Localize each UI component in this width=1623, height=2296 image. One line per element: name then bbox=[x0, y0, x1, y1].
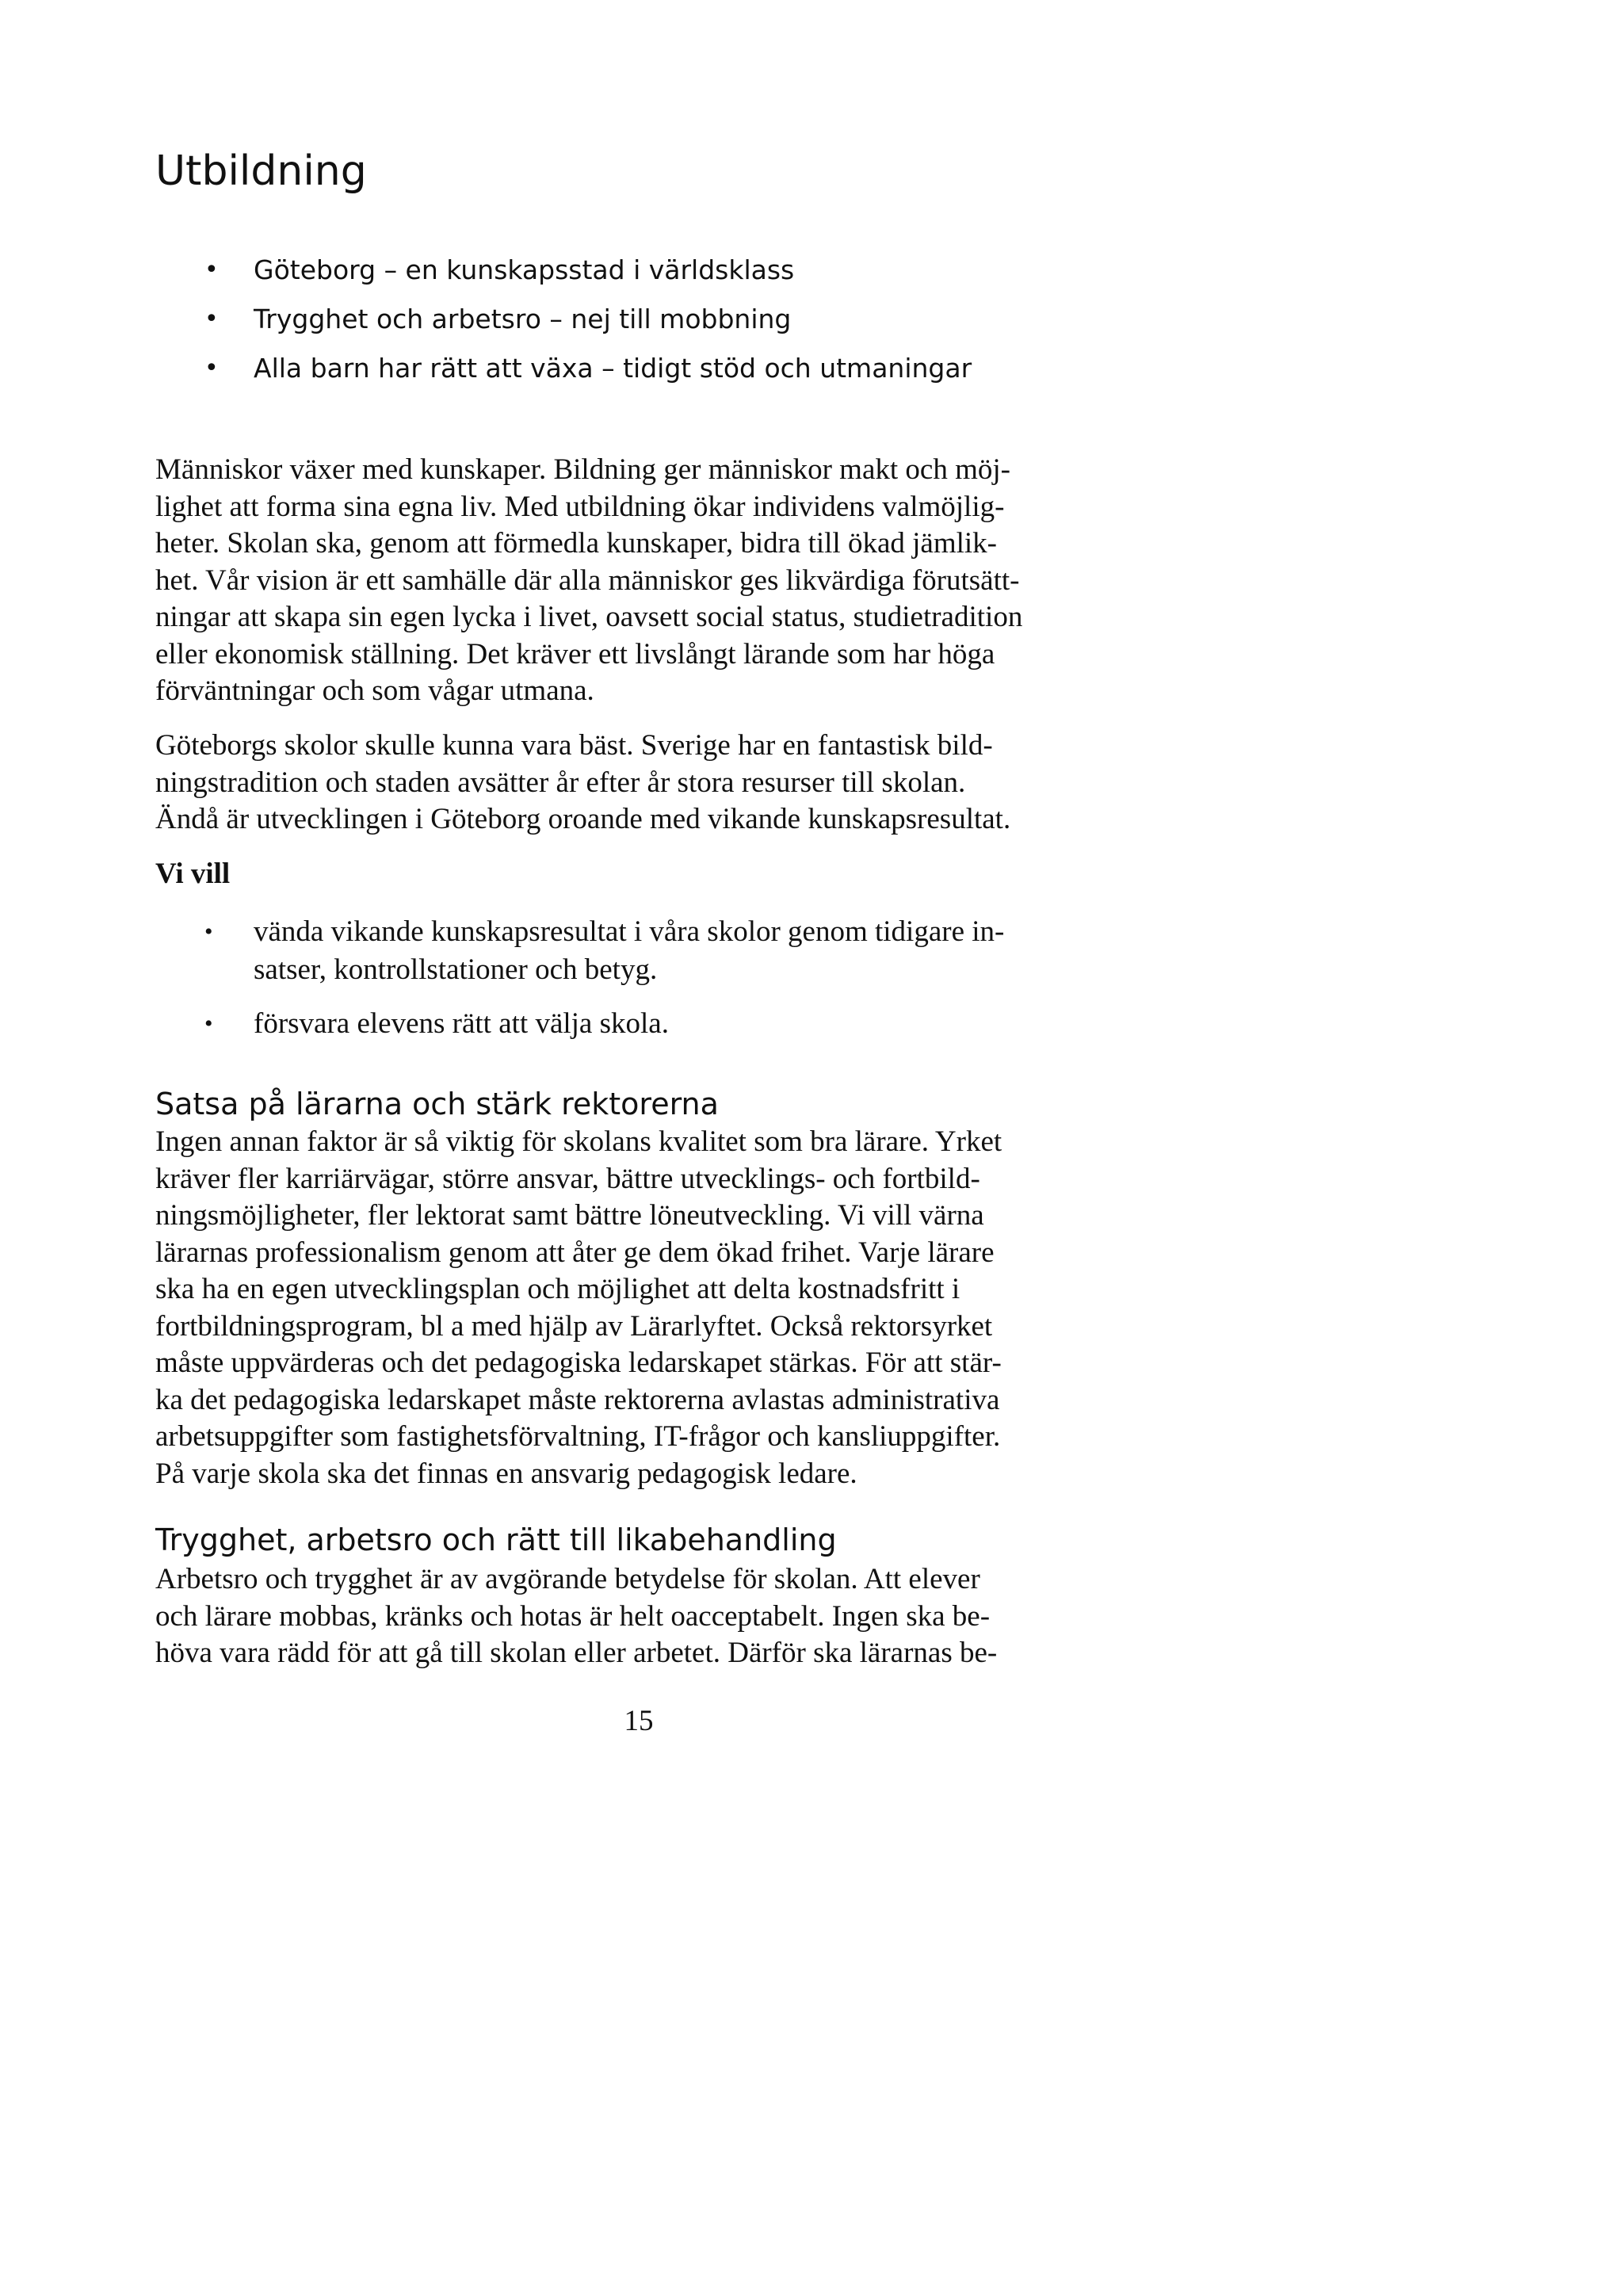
page-title: Utbildning bbox=[155, 147, 367, 195]
intro-paragraph bbox=[155, 452, 1022, 710]
list-item bbox=[204, 246, 972, 295]
bullet-icon: • bbox=[204, 919, 213, 945]
text-line: Människor växer med kunskaper. Bildning ger människor makt och möj- bbox=[155, 453, 1010, 486]
list-item-text: satser, kontrollstationer och betyg. bbox=[254, 953, 658, 986]
text-line: lärarnas professionalism genom att åter ge dem ökad frihet. Varje lärare bbox=[155, 1236, 995, 1269]
schools-paragraph bbox=[155, 728, 1010, 839]
text-line: heter. Skolan ska, genom att förmedla kunskaper, bidra till ökad jämlik- bbox=[155, 527, 997, 560]
text-line: förväntningar och som vågar utmana. bbox=[155, 674, 594, 707]
text-line: ningar att skapa sin egen lycka i livet, oavsett social status, studietradition bbox=[155, 601, 1023, 633]
text-line: ningstradition och staden avsätter år efter år stora resurser till skolan. bbox=[155, 766, 966, 799]
list-item bbox=[204, 1005, 1004, 1043]
text-line: fortbildningsprogram, bl a med hjälp av Lärarlyftet. Också rektorsyrket bbox=[155, 1309, 993, 1343]
we-want-list bbox=[204, 913, 1004, 1043]
highlights-list bbox=[204, 246, 972, 393]
text-line: ska ha en egen utvecklingsplan och möjlighet att delta kostnadsfritt i bbox=[155, 1273, 960, 1305]
list-item-text: Alla barn har rätt att växa – tidigt stöd och utmaningar bbox=[254, 353, 972, 384]
text-line: På varje skola ska det finnas en ansvarig pedagogisk ledare. bbox=[155, 1457, 857, 1490]
text-line: ka det pedagogiska ledarskapet måste rektorerna avlastas administrativa bbox=[155, 1383, 1000, 1416]
text-line: måste uppvärderas och det pedagogiska ledarskapet stärkas. För att stär- bbox=[155, 1347, 1002, 1379]
list-item bbox=[204, 344, 972, 393]
text-line: arbetsuppgifter som fastighetsförvaltning, IT-frågor och kansliuppgifter. bbox=[155, 1420, 1001, 1453]
list-item bbox=[204, 913, 1004, 989]
text-line: kräver fler karriärvägar, större ansvar, bättre utvecklings- och fortbild- bbox=[155, 1162, 980, 1195]
text-line: eller ekonomisk ställning. Det kräver ett livslångt lärande som har höga bbox=[155, 637, 995, 670]
list-item-text: försvara elevens rätt att välja skola. bbox=[254, 1007, 669, 1040]
bullet-icon: • bbox=[204, 1010, 213, 1037]
text-line: Ändå är utvecklingen i Göteborg oroande med vikande kunskapsresultat. bbox=[155, 803, 1011, 835]
we-want-label: Vi vill bbox=[155, 858, 231, 890]
text-line: het. Vår vision är ett samhälle där alla människor ges likvärdiga förutsätt- bbox=[155, 563, 1020, 597]
list-item-text: Trygghet och arbetsro – nej till mobbning bbox=[254, 304, 792, 334]
bullet-icon: • bbox=[204, 354, 219, 382]
text-line: höva vara rädd för att gå till skolan eller arbetet. Därför ska lärarnas be- bbox=[155, 1637, 998, 1669]
teachers-paragraph bbox=[155, 1124, 1002, 1492]
text-line: Ingen annan faktor är så viktig för skolans kvalitet som bra lärare. Yrket bbox=[155, 1125, 1002, 1158]
section-heading-teachers: Satsa på lärarna och stärk rektorerna bbox=[155, 1087, 719, 1121]
text-line: lighet att forma sina egna liv. Med utbildning ökar individens valmöjlig- bbox=[155, 490, 1005, 523]
text-line: och lärare mobbas, kränks och hotas är helt oacceptabelt. Ingen ska be- bbox=[155, 1599, 991, 1633]
bullet-icon: • bbox=[204, 305, 219, 333]
section-heading-safety: Trygghet, arbetsro och rätt till likabehandling bbox=[155, 1522, 837, 1557]
page-number: 15 bbox=[624, 1705, 654, 1737]
text-line: Göteborgs skolor skulle kunna vara bäst. Sverige har en fantastisk bild- bbox=[155, 729, 993, 762]
text-line: Arbetsro och trygghet är av avgörande betydelse för skolan. Att elever bbox=[155, 1563, 980, 1595]
text-line: ningsmöjligheter, fler lektorat samt bättre löneutveckling. Vi vill värna bbox=[155, 1199, 984, 1232]
safety-paragraph bbox=[155, 1561, 997, 1672]
list-item-text: vända vikande kunskapsresultat i våra skolor genom tidigare in- bbox=[254, 915, 1005, 948]
list-item bbox=[204, 295, 972, 344]
list-item-text: Göteborg – en kunskapsstad i världsklass bbox=[254, 254, 795, 285]
bullet-icon: • bbox=[204, 256, 219, 284]
